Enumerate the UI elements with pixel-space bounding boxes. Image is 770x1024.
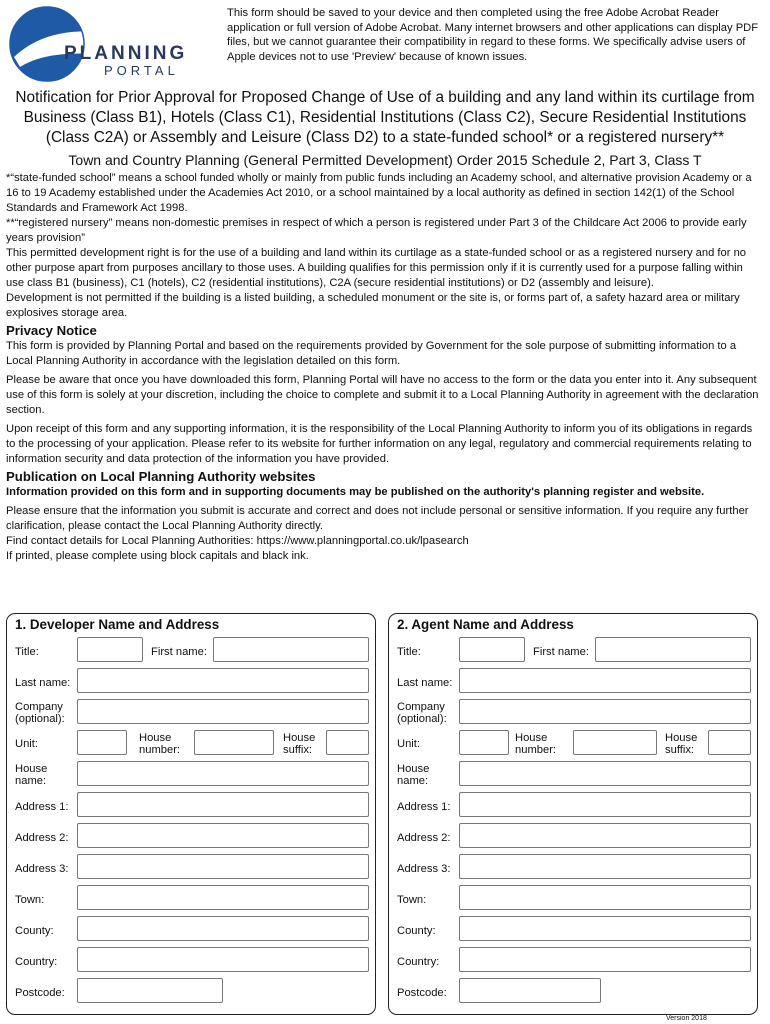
company-optional-label: (optional):: [397, 713, 447, 725]
logo-word-planning: PLANNING: [64, 43, 188, 64]
address3-label: Address 3:: [397, 863, 451, 875]
logo-word-portal: PORTAL: [104, 63, 179, 78]
house-suffix-label: House: [665, 732, 698, 744]
form-subtitle: Town and Country Planning (General Permitted Development) Order 2015 Schedule 2, Part 3, Class T: [68, 152, 702, 168]
agent-unit-input[interactable]: [459, 730, 509, 755]
agent-postcode-input[interactable]: [459, 978, 601, 1003]
town-label: Town:: [15, 894, 45, 906]
guidance-text: [6, 171, 762, 564]
permitted-development-note: This permitted development right is for the use of a building and land within its curtilage as a state-funded school or as a registered nursery and for no other purpose apart from purposes ancillary to those uses. A building qualifies for this permission only if it is currently used for a purpose falling within use class B1 (business), C1 (hotels), C2 (residential institutions), C2A (secure residential institutions) or D2 (assembly and leisure).: [6, 247, 747, 289]
developer-country-input[interactable]: [77, 947, 369, 972]
developer-county-input[interactable]: [77, 916, 369, 941]
unit-label: Unit:: [15, 738, 39, 750]
company-optional-label: (optional):: [15, 713, 65, 725]
agent-address2-input[interactable]: [459, 823, 751, 848]
developer-address3-input[interactable]: [77, 854, 369, 879]
agent-section-heading: 2. Agent Name and Address: [397, 617, 574, 632]
house-suffix-label-2: suffix:: [665, 744, 695, 756]
agent-house-name-input[interactable]: [459, 761, 751, 786]
company-label: Company: [397, 701, 445, 713]
house-name-label: House: [15, 763, 48, 775]
publication-heading: Publication on Local Planning Authority websites: [6, 469, 316, 484]
privacy-paragraph-2: Please be aware that once you have downloaded this form, Planning Portal will have no access to the form or the data you enter into it. Any subsequent use of this form is solely at your discretion, including the choice to complete and submit it to a Local Planning Authority in agreement with the declaration section.: [6, 374, 759, 416]
privacy-paragraph-3: Upon receipt of this form and any supporting information, it is the responsibility of the Local Planning Authority to inform you of its obligations in regards to the processing of your application. Please refer to its website for further information on any legal, regulatory and commercial requirements relating to information security and data protection of the information you have provided.: [6, 423, 753, 465]
last-name-label: Last name:: [15, 677, 71, 689]
agent-title-input[interactable]: [459, 637, 525, 662]
form-title: Notification for Prior Approval for Proposed Change of Use of a building and any land within its curtilage from Business (Class B1), Hotels (Class C1), Residential Institutions (Class C2), Secure Residential Institutions (Class C2A) or Assembly and Leisure (Class D2) to a state-funded school* or a registered nursery**: [15, 89, 755, 146]
county-label: County:: [15, 925, 54, 937]
developer-address2-input[interactable]: [77, 823, 369, 848]
agent-first-name-input[interactable]: [595, 637, 751, 662]
agent-address1-input[interactable]: [459, 792, 751, 817]
lpa-contact-details: Find contact details for Local Planning Authorities: https://www.planningportal.co.uk/lpasearch: [6, 535, 469, 547]
address1-label: Address 1:: [397, 801, 451, 813]
developer-first-name-input[interactable]: [213, 637, 369, 662]
developer-address1-input[interactable]: [77, 792, 369, 817]
agent-town-input[interactable]: [459, 885, 751, 910]
developer-company-input[interactable]: [77, 699, 369, 724]
house-name-label-2: name:: [15, 775, 47, 787]
publication-notice: Information provided on this form and in supporting documents may be published on the authority's planning register and website.: [6, 486, 705, 498]
county-label: County:: [397, 925, 436, 937]
address2-label: Address 2:: [15, 832, 69, 844]
planning-portal-logo: [8, 5, 198, 83]
restrictions-note: Development is not permitted if the building is a listed building, a scheduled monument or the site is, or forms part of, a safety hazard area or military explosives storage area.: [6, 292, 740, 319]
address1-label: Address 1:: [15, 801, 69, 813]
house-number-label-2: number:: [139, 744, 181, 756]
software-notice: This form should be saved to your device and then completed using the free Adobe Acrobat Reader application or full version of Adobe Acrobat. Many internet browsers and other applications can display PDF files, but we cannot guarantee their compatibility in regard to these forms. We specifically advise users of Apple devices not to use 'Preview' because of known issues.: [227, 7, 759, 63]
developer-house-number-input[interactable]: [194, 730, 274, 755]
address2-label: Address 2:: [397, 832, 451, 844]
developer-postcode-input[interactable]: [77, 978, 223, 1003]
house-name-label: House: [397, 763, 430, 775]
agent-last-name-input[interactable]: [459, 668, 751, 693]
house-number-label: House: [139, 732, 172, 744]
developer-house-name-input[interactable]: [77, 761, 369, 786]
house-suffix-label-2: suffix:: [283, 744, 313, 756]
postcode-label: Postcode:: [15, 987, 65, 999]
first-name-label: First name:: [151, 646, 207, 658]
country-label: Country:: [397, 956, 440, 968]
definition-nursery: **“registered nursery” means non-domestic premises in respect of which a person is registered under Part 3 of the Childcare Act 2006 to provide early years provision”: [6, 217, 747, 244]
developer-section: [6, 613, 376, 1015]
agent-house-number-input[interactable]: [573, 730, 657, 755]
definition-school: *“state-funded school” means a school funded wholly or mainly from public funds including an Academy school, and alternative provision Academy or a 16 to 19 Academy established under the Academies Act 2010, or a school maintained by a local authority as defined in section 142(1) of the School Standards and Framework Act 1998.: [6, 172, 752, 214]
agent-county-input[interactable]: [459, 916, 751, 941]
agent-country-input[interactable]: [459, 947, 751, 972]
company-label: Company: [15, 701, 63, 713]
page-header: [0, 0, 770, 86]
title-label: Title:: [397, 646, 421, 658]
developer-unit-input[interactable]: [77, 730, 127, 755]
developer-house-suffix-input[interactable]: [326, 730, 369, 755]
agent-section: [388, 613, 758, 1015]
agent-house-suffix-input[interactable]: [708, 730, 751, 755]
print-instructions: If printed, please complete using block capitals and black ink.: [6, 550, 309, 562]
publication-paragraph-1: Please ensure that the information you submit is accurate and correct and does not include personal or sensitive information. If you require any further clarification, please contact the Local Planning Authority directly.: [6, 505, 749, 532]
privacy-paragraph-1: This form is provided by Planning Portal and based on the requirements provided by Government for the sole purpose of submitting information to a Local Planning Authority in accordance with the legislation detailed on this form.: [6, 340, 737, 367]
house-number-label: House: [515, 732, 548, 744]
agent-address3-input[interactable]: [459, 854, 751, 879]
privacy-heading: Privacy Notice: [6, 323, 97, 338]
last-name-label: Last name:: [397, 677, 453, 689]
house-suffix-label: House: [283, 732, 316, 744]
agent-company-input[interactable]: [459, 699, 751, 724]
town-label: Town:: [397, 894, 427, 906]
developer-title-input[interactable]: [77, 637, 143, 662]
postcode-label: Postcode:: [397, 987, 447, 999]
house-number-label-2: number:: [515, 744, 557, 756]
house-name-label-2: name:: [397, 775, 429, 787]
developer-last-name-input[interactable]: [77, 668, 369, 693]
address3-label: Address 3:: [15, 863, 69, 875]
unit-label: Unit:: [397, 738, 421, 750]
version-label: Version 2018: [666, 1015, 707, 1022]
developer-town-input[interactable]: [77, 885, 369, 910]
first-name-label: First name:: [533, 646, 589, 658]
title-label: Title:: [15, 646, 39, 658]
country-label: Country:: [15, 956, 58, 968]
developer-section-heading: 1. Developer Name and Address: [15, 617, 220, 632]
